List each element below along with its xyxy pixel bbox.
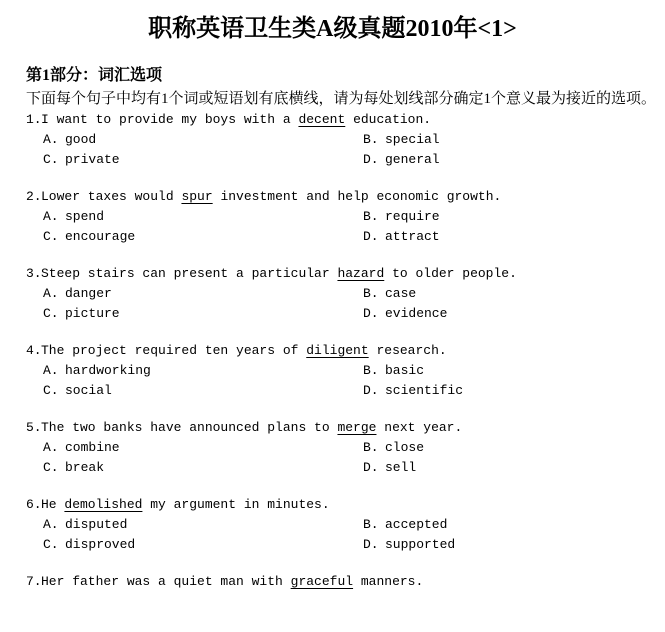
question xyxy=(26,341,656,401)
stem-text-after: to older people. xyxy=(384,266,517,281)
option-row-ab xyxy=(26,284,656,304)
option-label: B. xyxy=(363,286,379,301)
question-stem xyxy=(26,572,656,592)
option-d xyxy=(363,227,440,247)
option-row-ab xyxy=(26,130,656,150)
stem-text-before: Steep stairs can present a particular xyxy=(41,266,338,281)
question-number: 3. xyxy=(26,266,42,281)
page-title: 职称英语卫生类A级真题2010年<1> xyxy=(148,16,517,42)
option-row-cd xyxy=(26,612,656,632)
option-text: special xyxy=(385,132,440,147)
question xyxy=(26,418,656,478)
option-b xyxy=(363,515,447,535)
option-c xyxy=(43,535,135,555)
question-number: 5. xyxy=(26,420,42,435)
option-label: A. xyxy=(43,363,59,378)
option-row-cd xyxy=(26,535,656,555)
option-label: D. xyxy=(363,306,379,321)
option-text: evidence xyxy=(385,306,448,321)
option-label: C. xyxy=(43,537,59,552)
stem-text-before: He xyxy=(41,497,65,512)
option-text: close xyxy=(385,440,425,455)
option-text: disputed xyxy=(65,517,128,532)
option-text: picture xyxy=(65,306,120,321)
option-label: C. xyxy=(43,229,59,244)
option-label: A. xyxy=(43,132,59,147)
option-label: C. xyxy=(43,460,59,475)
option-b xyxy=(363,361,424,381)
question-number: 1. xyxy=(26,112,42,127)
question xyxy=(26,264,656,324)
option-d xyxy=(363,150,440,170)
option-a xyxy=(43,284,112,304)
stem-text-after: manners. xyxy=(353,574,424,589)
option-text: accepted xyxy=(385,517,448,532)
question xyxy=(26,495,656,555)
stem-text-after: research. xyxy=(368,343,447,358)
option-label: C. xyxy=(43,306,59,321)
stem-text-before: I want to provide my boys with a xyxy=(41,112,299,127)
option-label: D. xyxy=(363,383,379,398)
option-d xyxy=(363,381,463,401)
question-stem xyxy=(26,110,656,130)
option-a xyxy=(43,361,151,381)
underlined-word: hazard xyxy=(337,266,385,281)
option-label: D. xyxy=(363,460,379,475)
question-stem xyxy=(26,187,656,207)
option-c xyxy=(43,227,135,247)
option-row-cd xyxy=(26,381,656,401)
underlined-word: decent xyxy=(298,112,346,127)
option-text: disproved xyxy=(65,537,136,552)
option-text: case xyxy=(385,286,417,301)
option-text: break xyxy=(65,460,105,475)
option-c xyxy=(43,458,104,478)
question-stem xyxy=(26,341,656,361)
option-text: sell xyxy=(385,460,417,475)
stem-text-before: The project required ten years of xyxy=(41,343,307,358)
option-text: basic xyxy=(385,363,425,378)
option-label: A. xyxy=(43,517,59,532)
underlined-word: diligent xyxy=(306,343,369,358)
stem-text-after: investment and help economic growth. xyxy=(212,189,502,204)
option-text: social xyxy=(65,383,112,398)
option-text: require xyxy=(385,209,440,224)
option-text: encourage xyxy=(65,229,136,244)
section-heading: 第1部分：词汇选项 xyxy=(26,67,163,84)
option-text: spend xyxy=(65,209,105,224)
option-text: attract xyxy=(385,229,440,244)
question-stem xyxy=(26,418,656,438)
option-label: A. xyxy=(43,286,59,301)
option-row-ab xyxy=(26,438,656,458)
stem-text-before: The two banks have announced plans to xyxy=(41,420,338,435)
stem-text-after: my argument in minutes. xyxy=(142,497,330,512)
option-c xyxy=(43,304,120,324)
option-label: C. xyxy=(43,152,59,167)
option-text: general xyxy=(385,152,440,167)
option-text: supported xyxy=(385,537,456,552)
question-number: 7. xyxy=(26,574,42,589)
option-row-ab xyxy=(26,361,656,381)
option-row-cd xyxy=(26,227,656,247)
option-text: combine xyxy=(65,440,120,455)
question-number: 4. xyxy=(26,343,42,358)
stem-text-before: Lower taxes would xyxy=(41,189,182,204)
option-label: D. xyxy=(363,229,379,244)
question-number: 6. xyxy=(26,497,42,512)
option-d xyxy=(363,535,455,555)
stem-text-after: education. xyxy=(345,112,432,127)
option-d xyxy=(363,304,447,324)
option-row-cd xyxy=(26,150,656,170)
underlined-word: spur xyxy=(181,189,213,204)
option-b xyxy=(363,130,440,150)
stem-text-before: Her father was a quiet man with xyxy=(41,574,291,589)
option-label: D. xyxy=(363,537,379,552)
option-row-cd xyxy=(26,304,656,324)
option-text: danger xyxy=(65,286,112,301)
option-text: good xyxy=(65,132,97,147)
option-b xyxy=(363,438,424,458)
option-d xyxy=(363,458,416,478)
option-a xyxy=(43,130,96,150)
option-row-ab xyxy=(26,515,656,535)
question-number: 2. xyxy=(26,189,42,204)
option-label: A. xyxy=(43,440,59,455)
option-row-ab xyxy=(26,207,656,227)
option-row-ab xyxy=(26,592,656,612)
underlined-word: merge xyxy=(337,420,377,435)
option-c xyxy=(43,150,120,170)
underlined-word: graceful xyxy=(290,574,354,589)
underlined-word: demolished xyxy=(64,497,143,512)
question-stem xyxy=(26,495,656,515)
option-a xyxy=(43,207,104,227)
question xyxy=(26,572,656,632)
option-label: B. xyxy=(363,132,379,147)
option-row-cd xyxy=(26,458,656,478)
option-c xyxy=(43,381,112,401)
option-a xyxy=(43,438,120,458)
option-label: B. xyxy=(363,209,379,224)
question xyxy=(26,187,656,247)
option-a xyxy=(43,515,127,535)
option-b xyxy=(363,207,440,227)
option-label: A. xyxy=(43,209,59,224)
option-text: private xyxy=(65,152,120,167)
option-text: scientific xyxy=(385,383,464,398)
option-label: B. xyxy=(363,517,379,532)
option-label: B. xyxy=(363,363,379,378)
question xyxy=(26,110,656,170)
option-label: C. xyxy=(43,383,59,398)
option-b xyxy=(363,284,416,304)
question-stem xyxy=(26,264,656,284)
option-label: D. xyxy=(363,152,379,167)
option-label: B. xyxy=(363,440,379,455)
instructions-text: 下面每个句子中均有1个词或短语划有底横线，请为每处划线部分确定1个意义最为接近的选项。 xyxy=(26,91,657,107)
option-text: hardworking xyxy=(65,363,151,378)
stem-text-after: next year. xyxy=(376,420,463,435)
